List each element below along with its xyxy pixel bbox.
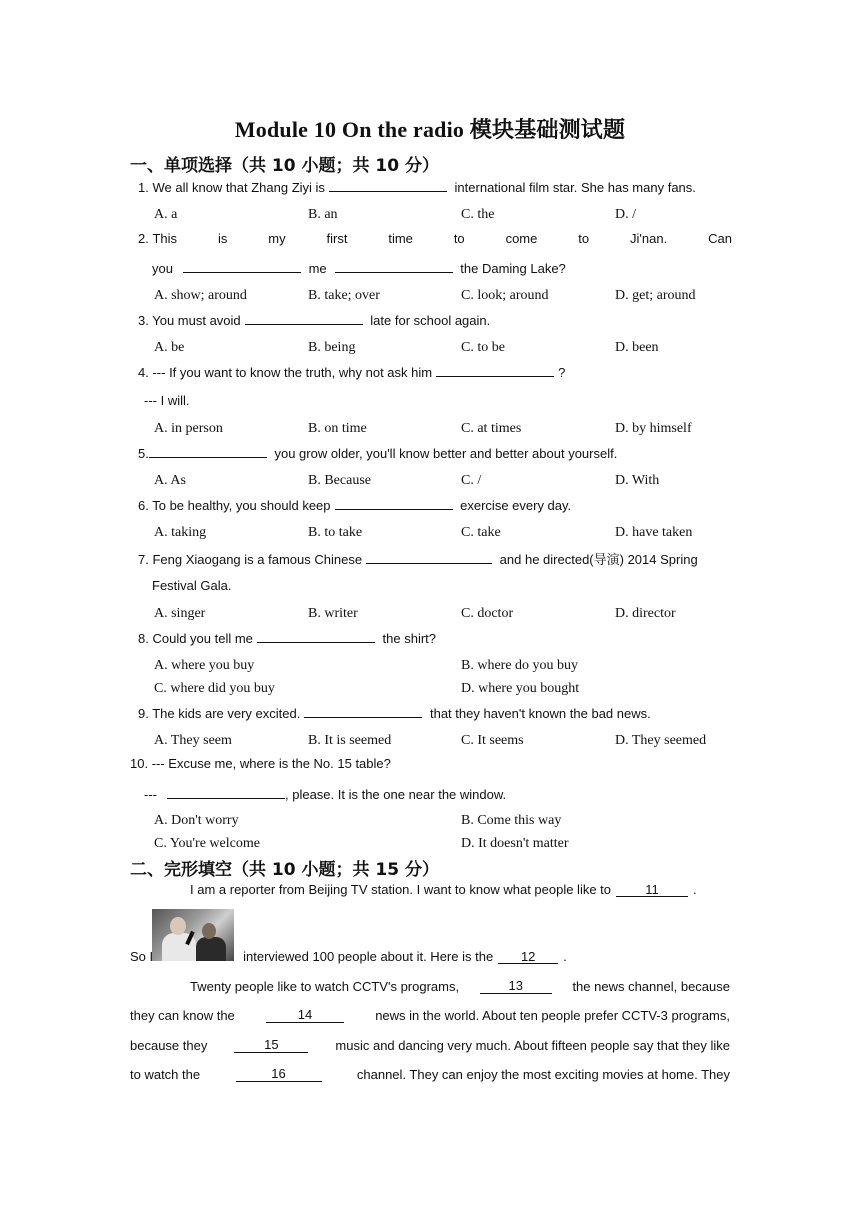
option-d: D. director: [615, 606, 676, 621]
cloze-blank-14: 14: [266, 1008, 344, 1023]
question-7: 7. Feng Xiaogang is a famous Chinese and he directed(导演) 2014 Spring: [138, 552, 698, 567]
answer-blank: [149, 445, 267, 458]
question-10: 10. --- Excuse me, where is the No. 15 table?: [130, 756, 391, 771]
question-10-reply: --- , please. It is the one near the window.: [144, 787, 507, 802]
question-1: 1. We all know that Zhang Ziyi is international film star. She has many fans.: [138, 180, 696, 195]
cloze-paragraph-line-2: So I interviewed 100 people about it. Here is the 12 .: [130, 949, 567, 964]
answer-blank: [436, 364, 554, 377]
option-d: D. It doesn't matter: [461, 836, 569, 851]
answer-blank: [366, 551, 492, 564]
option-b: B. where do you buy: [461, 658, 579, 673]
question-3: 3. You must avoid late for school again.: [138, 313, 491, 328]
option-d: D. /: [615, 207, 636, 222]
option-d: D. They seemed: [615, 733, 707, 748]
option-b: B. on time: [308, 421, 367, 436]
option-a: A. a: [154, 207, 178, 222]
cloze-blank-15: 15: [234, 1038, 308, 1053]
page-title: Module 10 On the radio 模块基础测试题: [234, 117, 626, 142]
option-a: A. where you buy: [154, 658, 255, 673]
question-8: 8. Could you tell me the shirt?: [138, 631, 437, 646]
cloze-blank-13: 13: [480, 979, 552, 994]
option-a: A. As: [154, 473, 186, 488]
answer-blank: [167, 786, 285, 799]
option-b: B. It is seemed: [308, 733, 392, 748]
option-c: C. take: [461, 525, 501, 540]
option-c: C. doctor: [461, 606, 514, 621]
option-c: C. You're welcome: [154, 836, 260, 851]
answer-blank: [335, 260, 453, 273]
option-d: D. With: [615, 473, 660, 488]
answer-blank: [183, 260, 301, 273]
answer-blank: [257, 630, 375, 643]
answer-blank: [335, 497, 453, 510]
cloze-paragraph-line-4: they can know the 14 news in the world. About ten people prefer CCTV-3 programs,: [130, 1007, 730, 1023]
option-b: B. being: [308, 340, 356, 355]
option-b: B. writer: [308, 606, 358, 621]
option-c: C. look; around: [461, 288, 549, 303]
cloze-paragraph-line-5: because they 15 music and dancing very much. About fifteen people say that they like: [130, 1037, 730, 1053]
question-2-continued: you me the Daming Lake?: [152, 261, 566, 276]
question-2: 2. This is my first time to come to Ji'nan. Can: [138, 231, 732, 246]
question-6: 6. To be healthy, you should keep exercise every day.: [138, 498, 572, 513]
cloze-blank-12: 12: [498, 950, 558, 964]
option-b: B. Come this way: [461, 813, 562, 828]
option-a: A. Don't worry: [154, 813, 239, 828]
answer-blank: [304, 705, 422, 718]
question-9: 9. The kids are very excited. that they haven't known the bad news.: [138, 706, 651, 721]
option-d: D. where you bought: [461, 681, 580, 696]
option-b: B. Because: [308, 473, 371, 488]
question-7-continued: Festival Gala.: [152, 578, 232, 593]
option-c: C. the: [461, 207, 495, 222]
option-a: A. singer: [154, 606, 206, 621]
answer-blank: [245, 312, 363, 325]
option-b: B. to take: [308, 525, 363, 540]
cloze-paragraph-line-3: Twenty people like to watch CCTV's programs, 13 the news channel, because: [190, 978, 730, 994]
answer-blank: [329, 179, 447, 192]
cloze-blank-16: 16: [236, 1067, 322, 1082]
section-heading-cloze: 二、完形填空（共 10 小题；共 15 分）: [130, 860, 439, 880]
option-d: D. by himself: [615, 421, 692, 436]
option-a: A. They seem: [154, 733, 232, 748]
option-a: A. be: [154, 340, 185, 355]
option-c: C. at times: [461, 421, 522, 436]
cloze-paragraph-line-6: to watch the 16 channel. They can enjoy the most exciting movies at home. They: [130, 1066, 730, 1082]
option-a: A. in person: [154, 421, 223, 436]
option-b: B. an: [308, 207, 338, 222]
option-a: A. show; around: [154, 288, 247, 303]
option-c: C. It seems: [461, 733, 524, 748]
option-c: C. /: [461, 473, 482, 488]
option-b: B. take; over: [308, 288, 380, 303]
option-d: D. have taken: [615, 525, 693, 540]
question-5: 5. you grow older, you'll know better and better about yourself.: [138, 446, 618, 461]
cloze-paragraph-line-1: I am a reporter from Beijing TV station. I want to know what people like to 11 .: [190, 882, 697, 897]
option-c: C. to be: [461, 340, 505, 355]
option-a: A. taking: [154, 525, 207, 540]
question-4-reply: --- I will.: [144, 393, 190, 408]
option-d: D. get; around: [615, 288, 696, 303]
option-d: D. been: [615, 340, 659, 355]
cloze-blank-11: 11: [616, 883, 688, 897]
section-heading-single-choice: 一、单项选择（共 10 小题；共 10 分）: [130, 156, 439, 176]
option-c: C. where did you buy: [154, 681, 275, 696]
question-4: 4. --- If you want to know the truth, why not ask him ?: [138, 365, 566, 380]
